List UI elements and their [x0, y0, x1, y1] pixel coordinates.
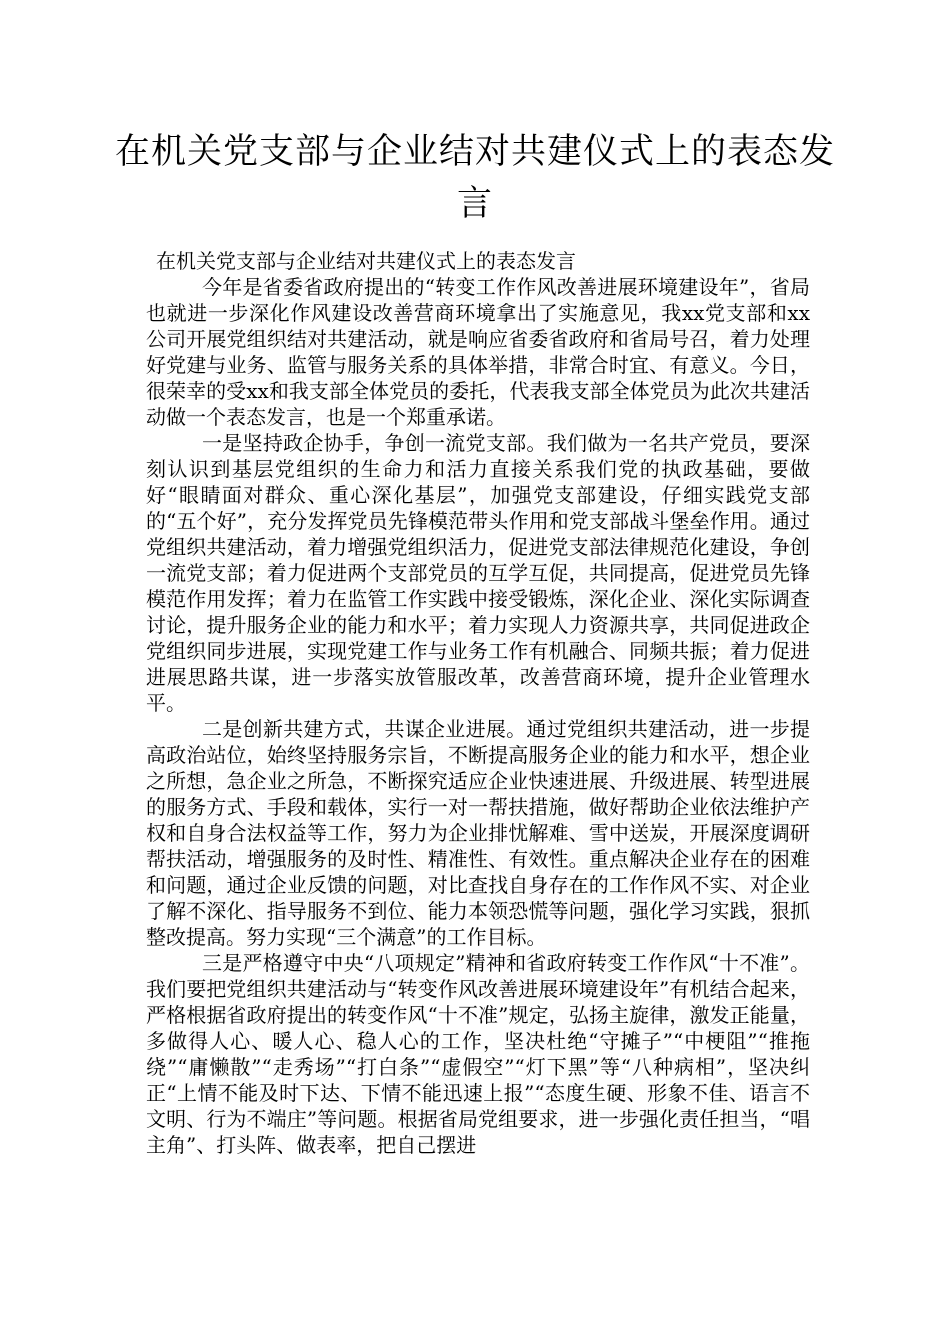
- paragraph-point-one: 一是坚持政企协手，争创一流党支部。我们做为一名共产党员，要深刻认识到基层党组织的生命力和活力直接关系我们党的执政基础，要做好“眼睛面对群众、重心深化基层”，加强党支部建设，仔细实践党支部的“五个好”，充分发挥党员先锋模范带头作用和党支部战斗堡垒作用。通过党组织共建活动，着力增强党组织活力，促进党支部法律规范化建设，争创一流党支部；着力促进两个支部党员的互学互促，共同提高，促进党员先锋模范作用发挥；着力在监管工作实践中接受锻炼，深化企业、深化实际调查讨论，提升服务企业的能力和水平；着力实现人力资源共享，共同促进政企党组织同步进展，实现党建工作与业务工作有机融合、同频共振；着力促进进展思路共谋，进一步落实放管服改革，改善营商环境，提升企业管理水平。: [146, 431, 810, 715]
- paragraph-point-two: 二是创新共建方式，共谋企业进展。通过党组织共建活动，进一步提高政治站位，始终坚持服务宗旨，不断提高服务企业的能力和水平，想企业之所想，急企业之所急，不断探究适应企业快速进展、升级进展、转型进展的服务方式、手段和载体，实行一对一帮扶措施，做好帮助企业依法维护产权和自身合法权益等工作，努力为企业排忧解难、雪中送炭，开展深度调研帮扶活动，增强服务的及时性、精准性、有效性。重点解决企业存在的困难和问题，通过企业反馈的问题，对比查找自身存在的工作作风不实、对企业了解不深化、指导服务不到位、能力本领恐慌等问题，强化学习实践，狠抓整改提高。努力实现“三个满意”的工作目标。: [146, 717, 810, 949]
- paragraph-point-three: 三是严格遵守中央“八项规定”精神和省政府转变工作作风“十不准”。我们要把党组织共建活动与“转变作风改善进展环境建设年”有机结合起来，严格根据省政府提出的转变作风“十不准”规定，弘扬主旋律，激发正能量，多做得人心、暖人心、稳人心的工作，坚决杜绝“守摊子”“中梗阻”“推拖绕”“庸懒散”“走秀场”“打白条”“虚假空”“灯下黑”等“八种病相”，坚决纠正“上情不能及时下达、下情不能迅速上报”“态度生硬、形象不佳、语言不文明、行为不端庄”等问题。根据省局党组要求，进一步强化责任担当，“唱主角”、打头阵、做表率，把自己摆进: [146, 951, 810, 1157]
- document-title: 在机关党支部与企业结对共建仪式上的表态发言: [114, 132, 835, 224]
- document-body: [146, 248, 810, 1158]
- paragraph-intro: 今年是省委省政府提出的“转变工作作风改善进展环境建设年”，省局也就进一步深化作风建设改善营商环境拿出了实施意见，我xx党支部和xx公司开展党组织结对共建活动，就是响应省委省政府和省局号召，着力处理好党建与业务、监管与服务关系的具体举措，非常合时宜、有意义。今日，很荣幸的受xx和我支部全体党员的委托，代表我支部全体党员为此次共建活动做一个表态发言，也是一个郑重承诺。: [146, 275, 810, 429]
- document-subtitle: 在机关党支部与企业结对共建仪式上的表态发言: [156, 249, 576, 273]
